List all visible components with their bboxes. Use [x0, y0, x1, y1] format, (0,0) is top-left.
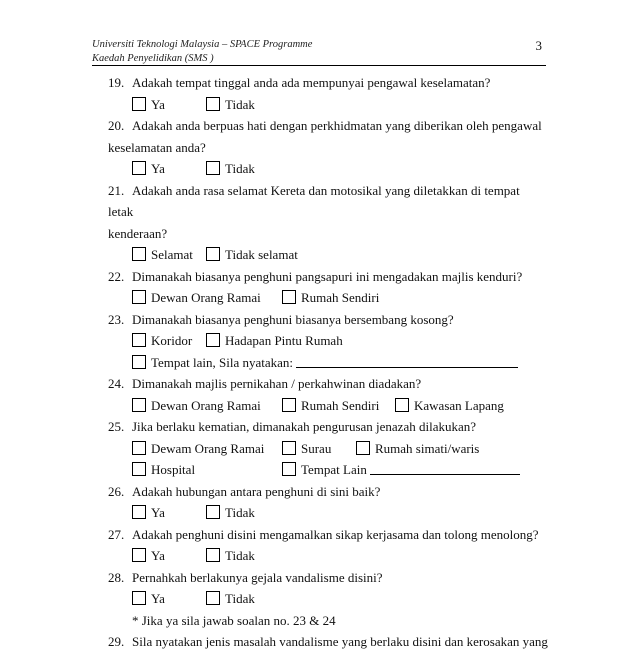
option-label: Rumah simati/waris [375, 440, 480, 456]
checkbox[interactable] [206, 97, 220, 111]
checkbox[interactable] [206, 591, 220, 605]
checkbox[interactable] [132, 161, 146, 175]
question-text-continued: kenderaan? [108, 225, 168, 241]
checkbox[interactable] [132, 591, 146, 605]
header-divider [92, 65, 546, 66]
option-label: Tempat lain, Sila nyatakan: [151, 354, 294, 370]
options-25-row2 [108, 459, 548, 481]
question-text: Adakah anda berpuas hati dengan perkhidmatan yang diberikan oleh pengawal [132, 118, 542, 133]
options-23-other [108, 352, 548, 374]
option-label: Rumah Sendiri [301, 290, 380, 305]
option-dewam-orang-ramai[interactable] [132, 438, 264, 460]
question-28-note: * Jika ya sila jawab soalan no. 23 & 24 [132, 612, 336, 628]
question-24 [108, 373, 548, 395]
option-label: Tidak [225, 548, 255, 563]
question-text: Dimanakah majlis pernikahan / perkahwinan diadakan? [132, 376, 422, 391]
option-hadapan-pintu-rumah[interactable] [206, 330, 343, 352]
option-label: Kawasan Lapang [414, 397, 504, 413]
question-text: Adakah tempat tinggal anda ada mempunyai pengawal keselamatan? [132, 75, 491, 90]
checkbox[interactable] [132, 333, 146, 347]
question-text: Dimanakah biasanya penghuni biasanya bersembang kosong? [132, 311, 454, 327]
options-28 [108, 588, 548, 610]
option-rumah-sendiri[interactable] [282, 287, 379, 309]
question-number: 22. [108, 268, 125, 284]
checkbox[interactable] [282, 398, 296, 412]
question-number: 25. [108, 419, 125, 434]
answer-blank-line[interactable] [370, 462, 520, 475]
checkbox[interactable] [132, 548, 146, 562]
option-label: Selamat [151, 247, 193, 262]
option-label: Tempat Lain [301, 462, 367, 477]
option-label: Koridor [151, 333, 193, 348]
option-ya[interactable] [132, 94, 165, 116]
options-24 [108, 395, 548, 417]
option-label: Dewan Orang Ramai [151, 290, 261, 305]
option-surau[interactable] [282, 438, 331, 460]
checkbox[interactable] [132, 462, 146, 476]
answer-blank-line[interactable] [296, 355, 518, 368]
option-label: Ya [151, 96, 165, 112]
checkbox[interactable] [132, 97, 146, 111]
option-tidak[interactable] [206, 588, 255, 610]
option-selamat[interactable] [132, 244, 193, 266]
option-label: Tidak [225, 505, 255, 520]
checkbox[interactable] [395, 398, 409, 412]
checkbox[interactable] [282, 462, 296, 476]
option-label: Hospital [151, 462, 196, 477]
option-ya[interactable] [132, 158, 165, 180]
option-label: Rumah Sendiri [301, 397, 380, 413]
option-tidak[interactable] [206, 158, 255, 180]
checkbox[interactable] [132, 290, 146, 304]
option-tempat-lain[interactable] [132, 352, 518, 374]
option-tidak[interactable] [206, 502, 255, 524]
option-ya[interactable] [132, 502, 165, 524]
checkbox[interactable] [132, 398, 146, 412]
option-label: Dewam Orang Ramai [151, 440, 265, 456]
checkbox[interactable] [282, 441, 296, 455]
question-text: Adakah anda rasa selamat Kereta dan motosikal yang diletakkan di tempat letak [108, 182, 520, 219]
option-rumah-simati-waris[interactable] [356, 438, 479, 460]
options-27 [108, 545, 548, 567]
option-label: Ya [151, 548, 165, 563]
document-header [92, 38, 546, 66]
checkbox[interactable] [132, 441, 146, 455]
checkbox[interactable] [206, 333, 220, 347]
question-number: 27. [108, 526, 125, 542]
options-26 [108, 502, 548, 524]
option-ya[interactable] [132, 588, 165, 610]
checkbox[interactable] [132, 355, 146, 369]
option-kawasan-lapang[interactable] [395, 395, 504, 417]
question-25 [108, 416, 548, 438]
checkbox[interactable] [282, 290, 296, 304]
option-hospital[interactable] [132, 459, 195, 481]
option-tidak-selamat[interactable] [206, 244, 298, 266]
question-number: 23. [108, 311, 125, 327]
question-19 [108, 72, 548, 94]
option-label: Ya [151, 505, 165, 520]
question-number: 29. [108, 634, 125, 649]
option-koridor[interactable] [132, 330, 192, 352]
question-text: Jika berlaku kematian, dimanakah pengurusan jenazah dilakukan? [132, 419, 477, 434]
question-27 [108, 524, 548, 546]
question-number: 20. [108, 118, 125, 133]
checkbox[interactable] [206, 505, 220, 519]
option-tidak[interactable] [206, 545, 255, 567]
checkbox[interactable] [206, 247, 220, 261]
options-25 [108, 438, 548, 460]
checkbox[interactable] [206, 548, 220, 562]
question-text: Dimanakah biasanya penghuni pangsapuri ini mengadakan majlis kenduri? [132, 268, 523, 284]
option-rumah-sendiri[interactable] [282, 395, 379, 417]
option-dewan-orang-ramai[interactable] [132, 395, 261, 417]
checkbox[interactable] [132, 247, 146, 261]
question-21 [108, 180, 548, 223]
options-19 [108, 94, 548, 116]
option-label: Ya [151, 591, 165, 606]
option-label: Tidak [225, 161, 255, 176]
question-text: Sila nyatakan jenis masalah vandalisme yang berlaku disini dan kerosakan yang [132, 634, 548, 649]
options-20 [108, 158, 548, 180]
checkbox[interactable] [356, 441, 370, 455]
checkbox[interactable] [132, 505, 146, 519]
option-label: Tidak selamat [225, 247, 298, 262]
option-label: Tidak [225, 591, 255, 606]
options-23 [108, 330, 548, 352]
question-number: 24. [108, 376, 125, 391]
header-institution: Universiti Teknologi Malaysia – SPACE Programme [92, 39, 313, 50]
option-label: Surau [301, 440, 332, 456]
option-dewan-orang-ramai[interactable] [132, 287, 261, 309]
question-text: Adakah penghuni disini mengamalkan sikap kerjasama dan tolong menolong? [132, 526, 539, 542]
option-label: Dewan Orang Ramai [151, 397, 261, 413]
option-label: Tidak [225, 96, 255, 112]
page-number: 3 [535, 38, 542, 53]
question-20 [108, 115, 548, 137]
options-21 [108, 244, 548, 266]
option-tempat-lain[interactable] [282, 459, 520, 481]
question-number: 21. [108, 182, 125, 198]
option-label: Hadapan Pintu Rumah [225, 333, 343, 348]
question-text: Adakah hubungan antara penghuni di sini baik? [132, 483, 381, 499]
question-text: Pernahkah berlakunya gejala vandalisme disini? [132, 569, 383, 585]
options-22 [108, 287, 548, 309]
option-ya[interactable] [132, 545, 165, 567]
option-label: Ya [151, 161, 165, 176]
question-23 [108, 309, 548, 331]
question-29 [108, 631, 548, 653]
option-tidak[interactable] [206, 94, 255, 116]
questionnaire [108, 72, 548, 653]
question-number: 28. [108, 569, 125, 585]
question-number: 19. [108, 75, 125, 90]
header-course: Kaedah Penyelidikan (SMS ) [92, 53, 214, 64]
question-28 [108, 567, 548, 589]
question-number: 26. [108, 483, 125, 499]
checkbox[interactable] [206, 161, 220, 175]
question-22 [108, 266, 548, 288]
question-text-continued: keselamatan anda? [108, 139, 206, 155]
question-26 [108, 481, 548, 503]
